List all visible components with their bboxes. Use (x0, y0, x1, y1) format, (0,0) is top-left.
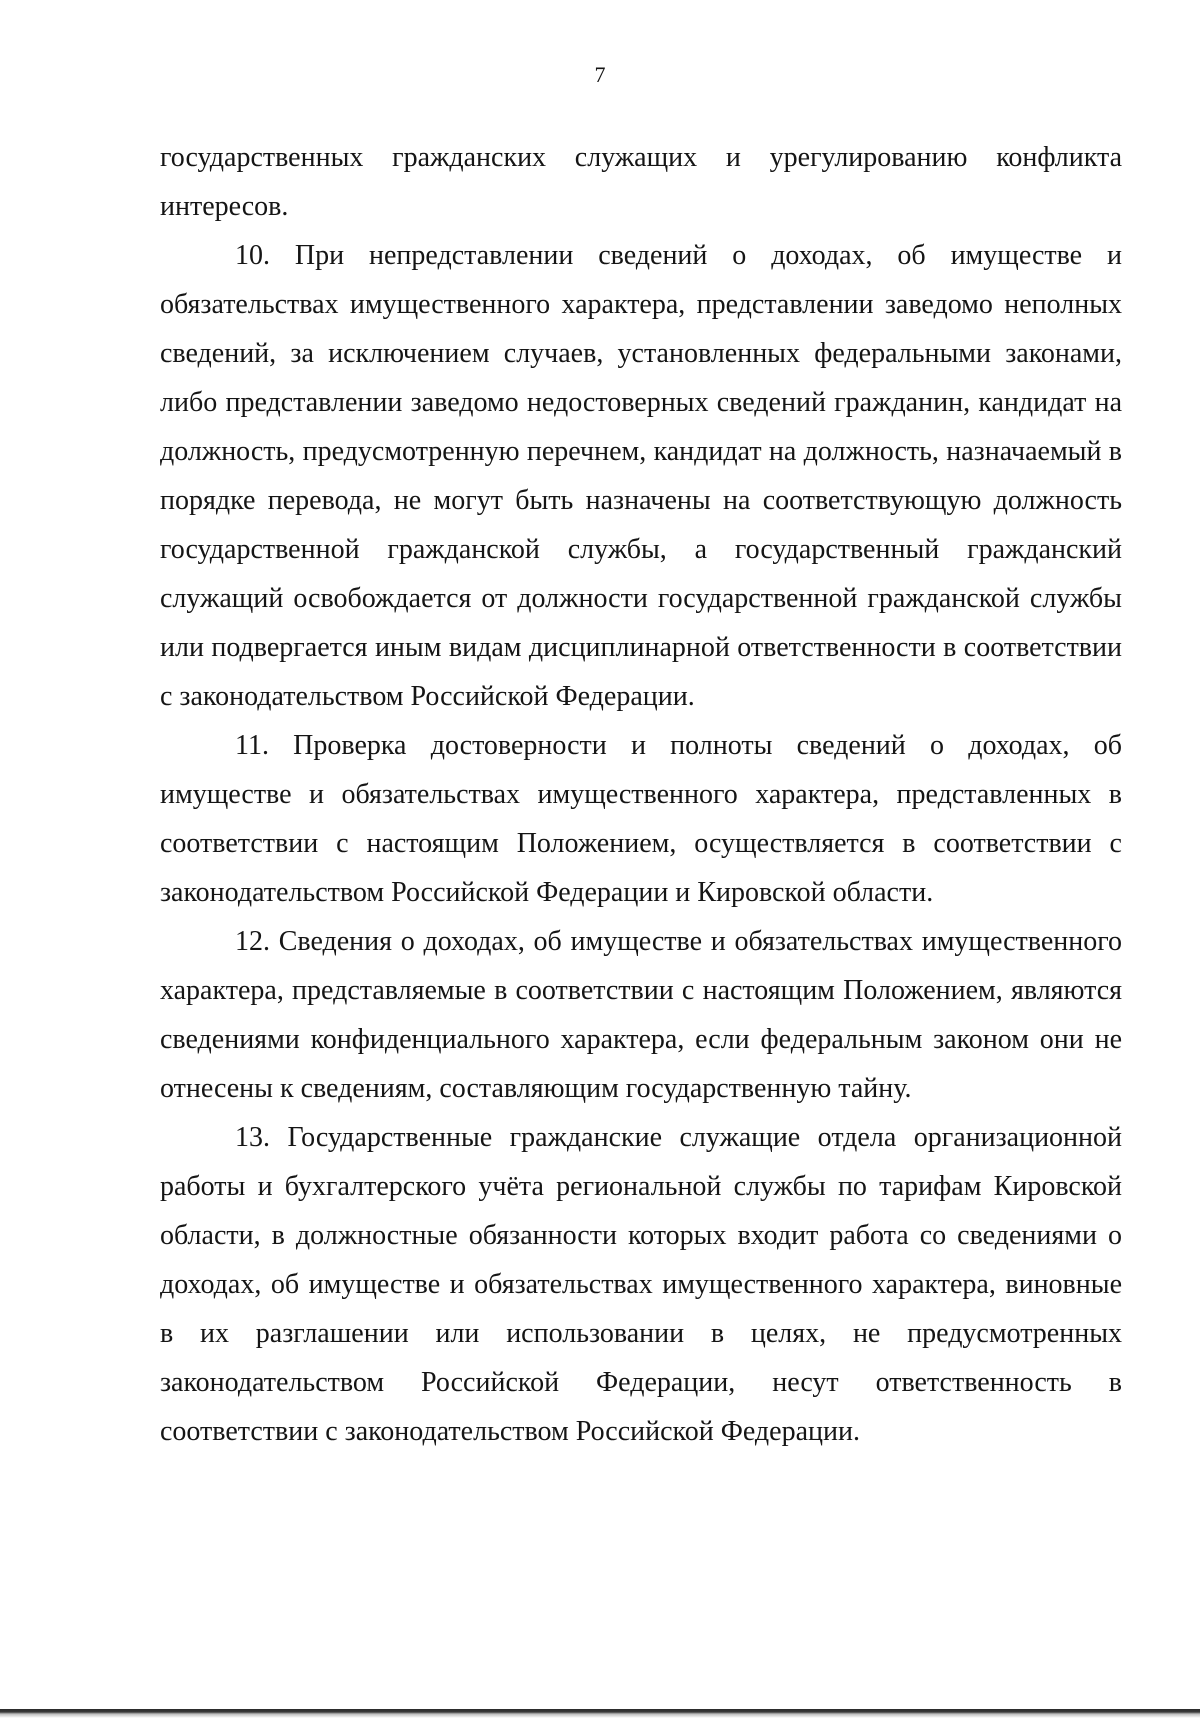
document-body (160, 133, 1122, 1456)
paragraph-continuation: государственных гражданских служащих и урегулированию конфликта интересов. (160, 142, 1122, 222)
paragraph-11: 11. Проверка достоверности и полноты сведений о доходах, об имуществе и обязательствах имущественного характера, представленных в соответствии с настоящим Положением, осуществляется в соответствии с законодательством Российской Федерации и Кировской области. (160, 730, 1122, 908)
paragraph-13: 13. Государственные гражданские служащие отдела организационной работы и бухгалтерского учёта региональной службы по тарифам Кировской области, в должностные обязанности которых входит работа со сведениями о доходах, об имуществе и обязательствах имущественного характера, виновные в их разглашении или использовании в целях, не предусмотренных законодательством Российской Федерации, несут ответственность в соответствии с законодательством Российской Федерации. (160, 1122, 1122, 1447)
page-number: 7 (594, 62, 606, 87)
paragraph-10: 10. При непредставлении сведений о доходах, об имуществе и обязательствах имущественного характера, представлении заведомо неполных сведений, за исключением случаев, установленных федеральными законами, либо представлении заведомо недостоверных сведений гражданин, кандидат на должность, предусмотренную перечнем, кандидат на должность, назначаемый в порядке перевода, не могут быть назначены на соответствующую должность государственной гражданской службы, а государственный гражданский служащий освобождается от должности государственной гражданской службы или подвергается иным видам дисциплинарной ответственности в соответствии с законодательством Российской Федерации. (160, 240, 1122, 712)
paragraph-12: 12. Сведения о доходах, об имуществе и обязательствах имущественного характера, представляемые в соответствии с настоящим Положением, являются сведениями конфиденциального характера, если федеральным законом они не отнесены к сведениям, составляющим государственную тайну. (160, 926, 1122, 1104)
scan-bottom-edge (0, 1706, 1200, 1721)
